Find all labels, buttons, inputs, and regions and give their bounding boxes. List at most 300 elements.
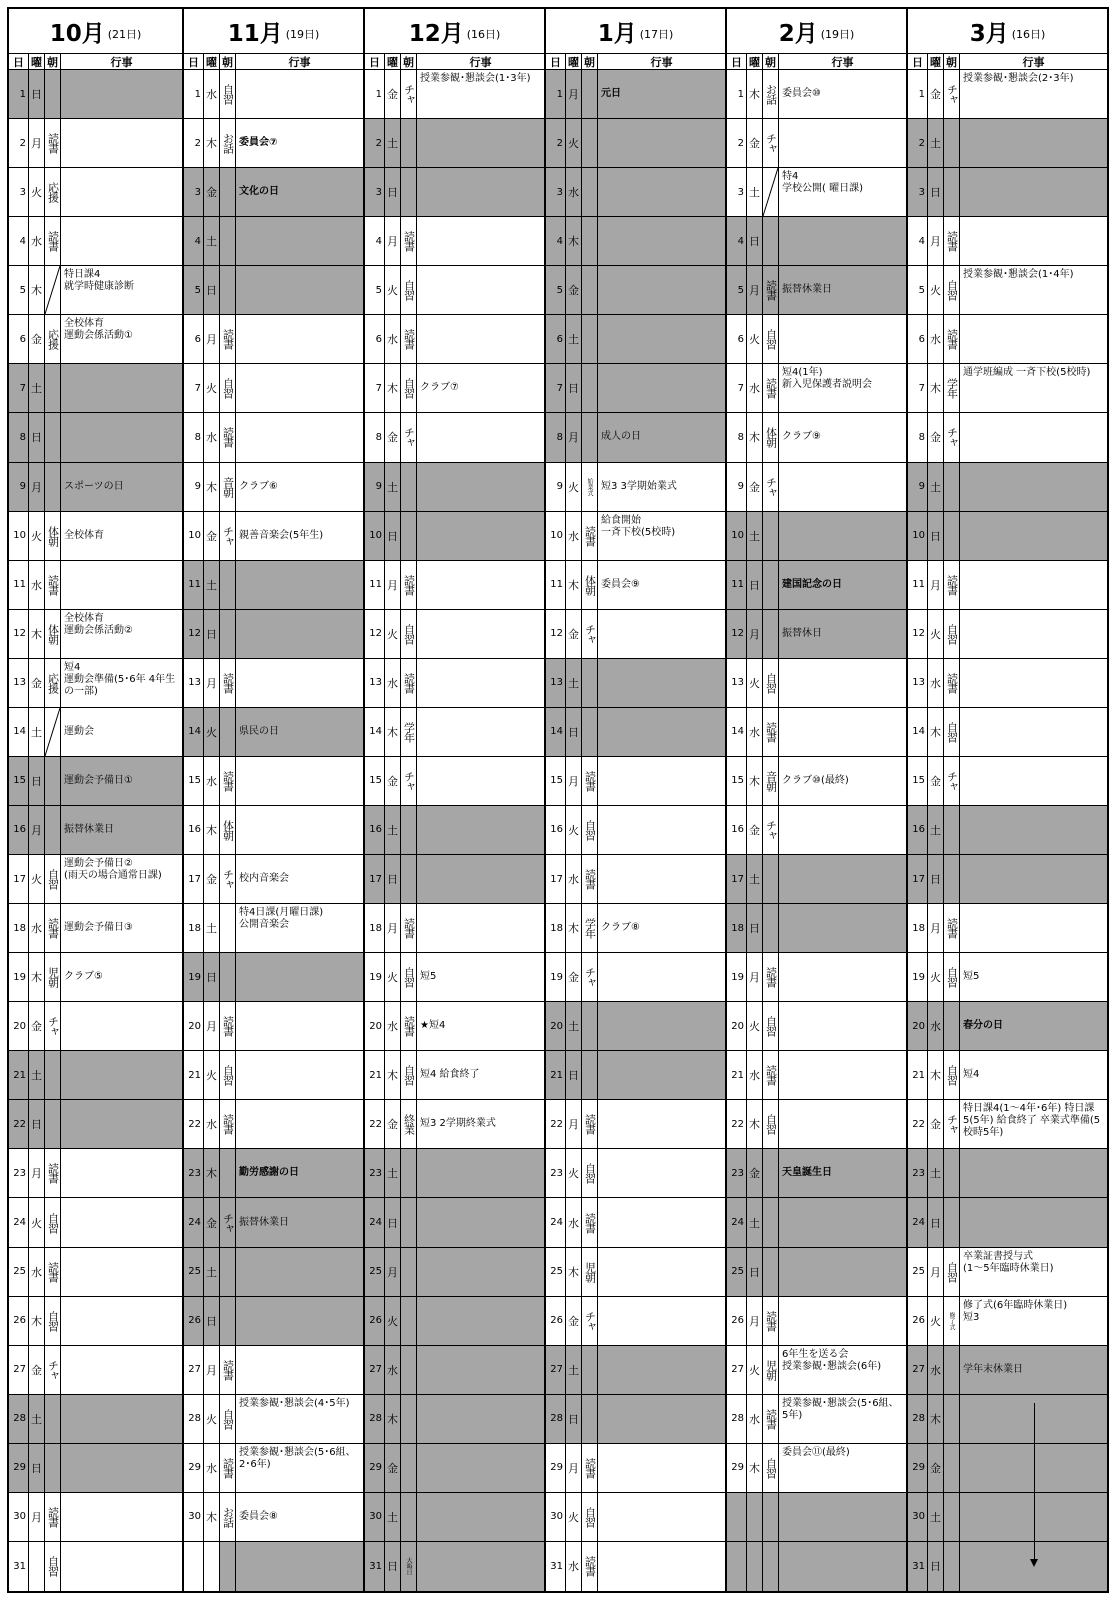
morning-activity-label: 読書 xyxy=(764,967,778,988)
day-number: 20 xyxy=(365,1002,385,1050)
day-row xyxy=(184,561,363,610)
day-row xyxy=(365,315,544,364)
day-number: 10 xyxy=(365,512,385,560)
morning-activity xyxy=(220,1493,236,1541)
morning-activity-label: 応援 xyxy=(46,672,60,693)
event-text xyxy=(779,561,906,609)
event-label: 授業参観･懇談会(5･6組、5年) xyxy=(782,1397,899,1421)
month-4 xyxy=(546,9,727,1591)
day-row xyxy=(727,1051,906,1100)
event-text xyxy=(779,1297,906,1345)
day-row xyxy=(365,1444,544,1493)
header-col-am: 朝 xyxy=(582,54,598,69)
day-of-week: 日 xyxy=(385,1198,401,1246)
day-row xyxy=(727,1198,906,1247)
morning-activity xyxy=(763,1002,779,1050)
event-label: クラブ⑨ xyxy=(782,431,821,443)
event-text xyxy=(236,1051,363,1099)
day-number: 11 xyxy=(908,561,928,609)
day-of-week: 日 xyxy=(385,855,401,903)
morning-activity xyxy=(763,1346,779,1394)
morning-activity xyxy=(763,1444,779,1492)
day-number: 25 xyxy=(9,1248,29,1296)
day-of-week: 木 xyxy=(204,1149,220,1197)
morning-activity xyxy=(220,463,236,511)
morning-activity-label: 読書 xyxy=(402,574,416,595)
day-number: 3 xyxy=(9,168,29,216)
day-of-week: 火 xyxy=(204,1051,220,1099)
morning-activity xyxy=(401,70,417,118)
event-text xyxy=(417,168,544,216)
morning-activity-label: 自習 xyxy=(764,1016,778,1037)
morning-activity-label: 自習 xyxy=(583,819,597,840)
day-of-week: 木 xyxy=(566,1248,582,1296)
morning-activity-label: 自習 xyxy=(221,378,235,399)
day-number: 21 xyxy=(365,1051,385,1099)
event-text xyxy=(960,708,1107,756)
morning-activity xyxy=(401,1493,417,1541)
morning-activity-label: 体朝 xyxy=(764,427,778,448)
day-number: 7 xyxy=(184,364,204,412)
morning-activity xyxy=(582,1002,598,1050)
day-of-week: 月 xyxy=(566,1444,582,1492)
day-row xyxy=(184,953,363,1002)
event-label: 短3 3学期始業式 xyxy=(601,480,677,492)
day-row xyxy=(546,1297,725,1346)
event-text xyxy=(779,659,906,707)
morning-activity xyxy=(763,413,779,461)
morning-activity-label: 読書 xyxy=(46,1261,60,1282)
day-number: 15 xyxy=(9,757,29,805)
morning-activity xyxy=(45,463,61,511)
morning-activity xyxy=(45,806,61,854)
day-of-week: 土 xyxy=(204,904,220,952)
month-header xyxy=(546,9,725,54)
event-label: 親善音楽会(5年生) xyxy=(239,529,324,541)
day-of-week: 水 xyxy=(566,512,582,560)
event-text xyxy=(61,1395,182,1443)
event-text xyxy=(417,512,544,560)
day-row xyxy=(365,364,544,413)
day-row xyxy=(184,119,363,168)
morning-activity xyxy=(45,1100,61,1148)
event-text xyxy=(417,70,544,118)
day-row xyxy=(908,610,1107,659)
morning-activity xyxy=(763,315,779,363)
day-row xyxy=(9,315,182,364)
event-text xyxy=(417,413,544,461)
day-row xyxy=(908,463,1107,512)
day-of-week: 土 xyxy=(928,806,944,854)
day-row xyxy=(908,1248,1107,1297)
event-label: 全校体育 運動会係活動② xyxy=(64,612,133,636)
event-label: 授業参観･懇談会(5･6組、2･6年) xyxy=(239,1446,356,1470)
day-of-week: 木 xyxy=(928,708,944,756)
day-row xyxy=(365,1542,544,1591)
event-text xyxy=(417,1444,544,1492)
event-text xyxy=(61,708,182,756)
event-text xyxy=(417,1493,544,1541)
morning-activity-label: 読書 xyxy=(221,427,235,448)
day-number: 27 xyxy=(184,1346,204,1394)
event-text xyxy=(417,364,544,412)
event-text xyxy=(960,413,1107,461)
day-number: 18 xyxy=(727,904,747,952)
morning-activity-label: 児朝 xyxy=(46,967,60,988)
event-label: 卒業証書授与式 (1～5年臨時休業日) xyxy=(963,1250,1054,1274)
day-number xyxy=(184,1542,204,1591)
day-of-week: 日 xyxy=(29,1100,45,1148)
morning-activity xyxy=(220,512,236,560)
morning-activity xyxy=(401,463,417,511)
day-number: 12 xyxy=(727,610,747,658)
day-number: 29 xyxy=(727,1444,747,1492)
event-label: 委員会⑪(最終) xyxy=(782,1446,850,1458)
morning-activity-label: チャ xyxy=(945,770,959,791)
morning-activity-label: 体朝 xyxy=(46,623,60,644)
morning-activity xyxy=(763,1542,779,1591)
morning-activity xyxy=(944,512,960,560)
event-text xyxy=(779,364,906,412)
day-row xyxy=(365,70,544,119)
day-row xyxy=(546,757,725,806)
header-col-day: 日 xyxy=(546,54,566,69)
morning-activity-label: 読書 xyxy=(764,378,778,399)
morning-activity xyxy=(582,168,598,216)
day-row xyxy=(184,1346,363,1395)
morning-activity xyxy=(582,1493,598,1541)
morning-activity xyxy=(220,413,236,461)
morning-activity xyxy=(763,1149,779,1197)
day-of-week: 火 xyxy=(747,315,763,363)
morning-activity xyxy=(45,1198,61,1246)
month-name: 10月 xyxy=(49,20,105,47)
morning-activity xyxy=(220,953,236,1001)
event-text xyxy=(598,904,725,952)
day-number: 26 xyxy=(727,1297,747,1345)
morning-activity xyxy=(220,266,236,314)
morning-activity xyxy=(944,315,960,363)
day-row xyxy=(9,413,182,462)
month-header xyxy=(365,9,544,54)
morning-activity xyxy=(944,1493,960,1541)
day-of-week: 金 xyxy=(385,757,401,805)
day-row xyxy=(9,70,182,119)
event-text xyxy=(236,1149,363,1197)
morning-activity xyxy=(220,1444,236,1492)
day-row xyxy=(727,1346,906,1395)
event-text xyxy=(779,953,906,1001)
day-number: 22 xyxy=(727,1100,747,1148)
event-text xyxy=(960,561,1107,609)
day-row xyxy=(365,512,544,561)
day-of-week: 土 xyxy=(385,119,401,167)
day-number: 14 xyxy=(184,708,204,756)
header-col-dow: 曜 xyxy=(747,54,763,69)
day-number: 22 xyxy=(9,1100,29,1148)
morning-activity xyxy=(220,168,236,216)
day-number: 1 xyxy=(9,70,29,118)
event-label: 運動会予備日① xyxy=(64,774,133,786)
day-number: 16 xyxy=(9,806,29,854)
event-text xyxy=(61,561,182,609)
day-of-week: 月 xyxy=(928,904,944,952)
day-of-week: 水 xyxy=(204,70,220,118)
event-label: 春分の日 xyxy=(963,1020,1003,1032)
morning-activity xyxy=(45,413,61,461)
month-school-days: (16日) xyxy=(466,28,501,41)
morning-activity xyxy=(220,119,236,167)
day-of-week: 火 xyxy=(385,953,401,1001)
morning-activity-label: 自習 xyxy=(945,280,959,301)
day-row xyxy=(365,1149,544,1198)
event-text xyxy=(236,266,363,314)
morning-activity xyxy=(45,904,61,952)
day-of-week: 金 xyxy=(747,1149,763,1197)
event-label: 特4 学校公開( 曜日課) xyxy=(782,171,863,195)
morning-activity xyxy=(582,512,598,560)
day-row xyxy=(365,1100,544,1149)
day-row xyxy=(546,266,725,315)
event-text xyxy=(960,1002,1107,1050)
event-label: 全校体育 xyxy=(64,529,104,541)
day-row xyxy=(546,561,725,610)
day-row xyxy=(908,413,1107,462)
event-text xyxy=(417,708,544,756)
morning-activity-label: お話 xyxy=(764,84,778,105)
morning-activity xyxy=(401,119,417,167)
morning-activity xyxy=(944,806,960,854)
event-text xyxy=(598,855,725,903)
morning-activity-label: チャ xyxy=(764,819,778,840)
morning-activity xyxy=(401,757,417,805)
morning-activity xyxy=(582,1248,598,1296)
event-label: クラブ⑥ xyxy=(239,480,278,492)
event-text xyxy=(236,512,363,560)
day-of-week: 木 xyxy=(385,1395,401,1443)
morning-activity xyxy=(944,1149,960,1197)
event-text xyxy=(236,1248,363,1296)
day-number: 28 xyxy=(908,1395,928,1443)
day-of-week: 土 xyxy=(928,463,944,511)
day-number: 11 xyxy=(184,561,204,609)
day-number: 26 xyxy=(908,1297,928,1345)
event-text xyxy=(598,953,725,1001)
day-row xyxy=(546,1542,725,1591)
day-row xyxy=(9,1346,182,1395)
day-number: 10 xyxy=(184,512,204,560)
morning-activity-label: 読書 xyxy=(46,133,60,154)
day-number: 12 xyxy=(9,610,29,658)
event-label: 全校体育 運動会係活動① xyxy=(64,318,133,342)
day-number: 5 xyxy=(546,266,566,314)
continuation-arrow-line xyxy=(1034,1444,1035,1492)
day-of-week: 火 xyxy=(566,806,582,854)
morning-activity xyxy=(763,708,779,756)
morning-activity xyxy=(401,266,417,314)
day-row xyxy=(9,1002,182,1051)
event-text xyxy=(417,561,544,609)
day-row xyxy=(727,610,906,659)
morning-activity-label: 自習 xyxy=(46,1556,60,1577)
day-row xyxy=(184,1198,363,1247)
morning-activity xyxy=(582,1198,598,1246)
day-number: 5 xyxy=(9,266,29,314)
day-number: 17 xyxy=(546,855,566,903)
morning-activity-label: 自習 xyxy=(764,1114,778,1135)
day-number: 27 xyxy=(546,1346,566,1394)
day-of-week: 木 xyxy=(747,413,763,461)
day-of-week: 日 xyxy=(29,413,45,461)
day-row xyxy=(9,512,182,561)
morning-activity xyxy=(944,1100,960,1148)
morning-activity-label: 読書 xyxy=(402,231,416,252)
day-of-week: 金 xyxy=(29,659,45,707)
event-text xyxy=(779,1248,906,1296)
day-of-week: 金 xyxy=(385,1444,401,1492)
morning-activity xyxy=(582,364,598,412)
event-text xyxy=(61,266,182,314)
morning-activity xyxy=(401,1198,417,1246)
morning-activity xyxy=(220,806,236,854)
event-text xyxy=(61,1542,182,1591)
event-label: 運動会予備日② (雨天の場合通常日課) xyxy=(64,858,162,882)
day-of-week: 日 xyxy=(29,757,45,805)
day-row xyxy=(365,806,544,855)
day-of-week xyxy=(29,1542,45,1591)
day-number: 28 xyxy=(727,1395,747,1443)
event-text xyxy=(236,119,363,167)
morning-activity-label: 読書 xyxy=(764,280,778,301)
day-of-week: 水 xyxy=(566,1198,582,1246)
day-number: 15 xyxy=(727,757,747,805)
event-text xyxy=(960,463,1107,511)
event-text xyxy=(598,659,725,707)
day-of-week: 金 xyxy=(385,1100,401,1148)
day-number: 25 xyxy=(908,1248,928,1296)
day-number: 16 xyxy=(908,806,928,854)
day-of-week: 日 xyxy=(928,855,944,903)
day-row xyxy=(908,659,1107,708)
event-text xyxy=(417,757,544,805)
day-row xyxy=(365,1248,544,1297)
arrow-down-icon xyxy=(1030,1559,1038,1567)
day-of-week: 火 xyxy=(928,610,944,658)
day-row xyxy=(546,512,725,561)
morning-activity xyxy=(401,364,417,412)
day-number: 29 xyxy=(365,1444,385,1492)
morning-activity xyxy=(401,217,417,265)
morning-activity xyxy=(582,463,598,511)
day-of-week: 土 xyxy=(747,512,763,560)
day-row xyxy=(546,904,725,953)
morning-activity-label: 児朝 xyxy=(583,1261,597,1282)
morning-activity xyxy=(944,1346,960,1394)
event-label: 短4 給食終了 xyxy=(420,1069,480,1081)
event-text xyxy=(61,1297,182,1345)
morning-activity xyxy=(45,1002,61,1050)
header-col-dow: 曜 xyxy=(566,54,582,69)
day-row xyxy=(546,315,725,364)
day-of-week: 日 xyxy=(928,512,944,560)
day-row xyxy=(727,708,906,757)
morning-activity xyxy=(763,659,779,707)
day-of-week: 土 xyxy=(385,1149,401,1197)
day-of-week: 木 xyxy=(747,757,763,805)
day-of-week: 日 xyxy=(204,266,220,314)
event-text xyxy=(960,512,1107,560)
day-number: 18 xyxy=(365,904,385,952)
event-text xyxy=(598,1346,725,1394)
morning-activity-label: 読書 xyxy=(945,918,959,939)
event-text xyxy=(960,266,1107,314)
day-row xyxy=(365,1051,544,1100)
day-of-week: 日 xyxy=(747,904,763,952)
day-number: 17 xyxy=(9,855,29,903)
morning-activity-label: 読書 xyxy=(402,1016,416,1037)
event-label: 短5 xyxy=(963,971,980,983)
day-number: 27 xyxy=(727,1346,747,1394)
day-row xyxy=(365,168,544,217)
day-of-week: 金 xyxy=(928,413,944,461)
event-label: 授業参観･懇談会(1･4年) xyxy=(963,269,1074,281)
day-row xyxy=(908,217,1107,266)
day-number: 3 xyxy=(184,168,204,216)
day-number: 5 xyxy=(365,266,385,314)
day-number: 2 xyxy=(9,119,29,167)
event-label: 授業参観･懇談会(4･5年) xyxy=(239,1397,350,1409)
day-number: 15 xyxy=(365,757,385,805)
event-text xyxy=(598,266,725,314)
event-text xyxy=(417,953,544,1001)
event-text xyxy=(598,757,725,805)
morning-activity-label: 応援 xyxy=(46,182,60,203)
morning-activity xyxy=(220,1395,236,1443)
day-number: 9 xyxy=(9,463,29,511)
day-of-week: 金 xyxy=(747,463,763,511)
day-of-week: 月 xyxy=(29,1149,45,1197)
event-text xyxy=(236,610,363,658)
day-of-week: 水 xyxy=(747,364,763,412)
morning-activity xyxy=(401,904,417,952)
morning-activity xyxy=(763,904,779,952)
event-label: 天皇誕生日 xyxy=(782,1167,832,1179)
day-of-week: 日 xyxy=(29,1444,45,1492)
day-row xyxy=(9,1198,182,1247)
day-number: 24 xyxy=(9,1198,29,1246)
morning-activity xyxy=(944,855,960,903)
day-of-week: 木 xyxy=(566,217,582,265)
day-row xyxy=(184,1051,363,1100)
morning-activity xyxy=(582,1542,598,1591)
morning-activity-label: 読書 xyxy=(221,1359,235,1380)
day-row xyxy=(365,1002,544,1051)
day-of-week: 土 xyxy=(29,708,45,756)
day-of-week: 月 xyxy=(204,1346,220,1394)
morning-activity-label: 学年 xyxy=(583,918,597,939)
event-text xyxy=(779,1444,906,1492)
day-number: 28 xyxy=(184,1395,204,1443)
day-of-week: 日 xyxy=(928,168,944,216)
morning-activity xyxy=(220,1542,236,1591)
day-of-week: 日 xyxy=(747,217,763,265)
morning-activity xyxy=(45,168,61,216)
event-text xyxy=(779,806,906,854)
day-of-week xyxy=(204,1542,220,1591)
day-of-week: 金 xyxy=(29,1346,45,1394)
morning-activity xyxy=(944,610,960,658)
day-number: 15 xyxy=(184,757,204,805)
